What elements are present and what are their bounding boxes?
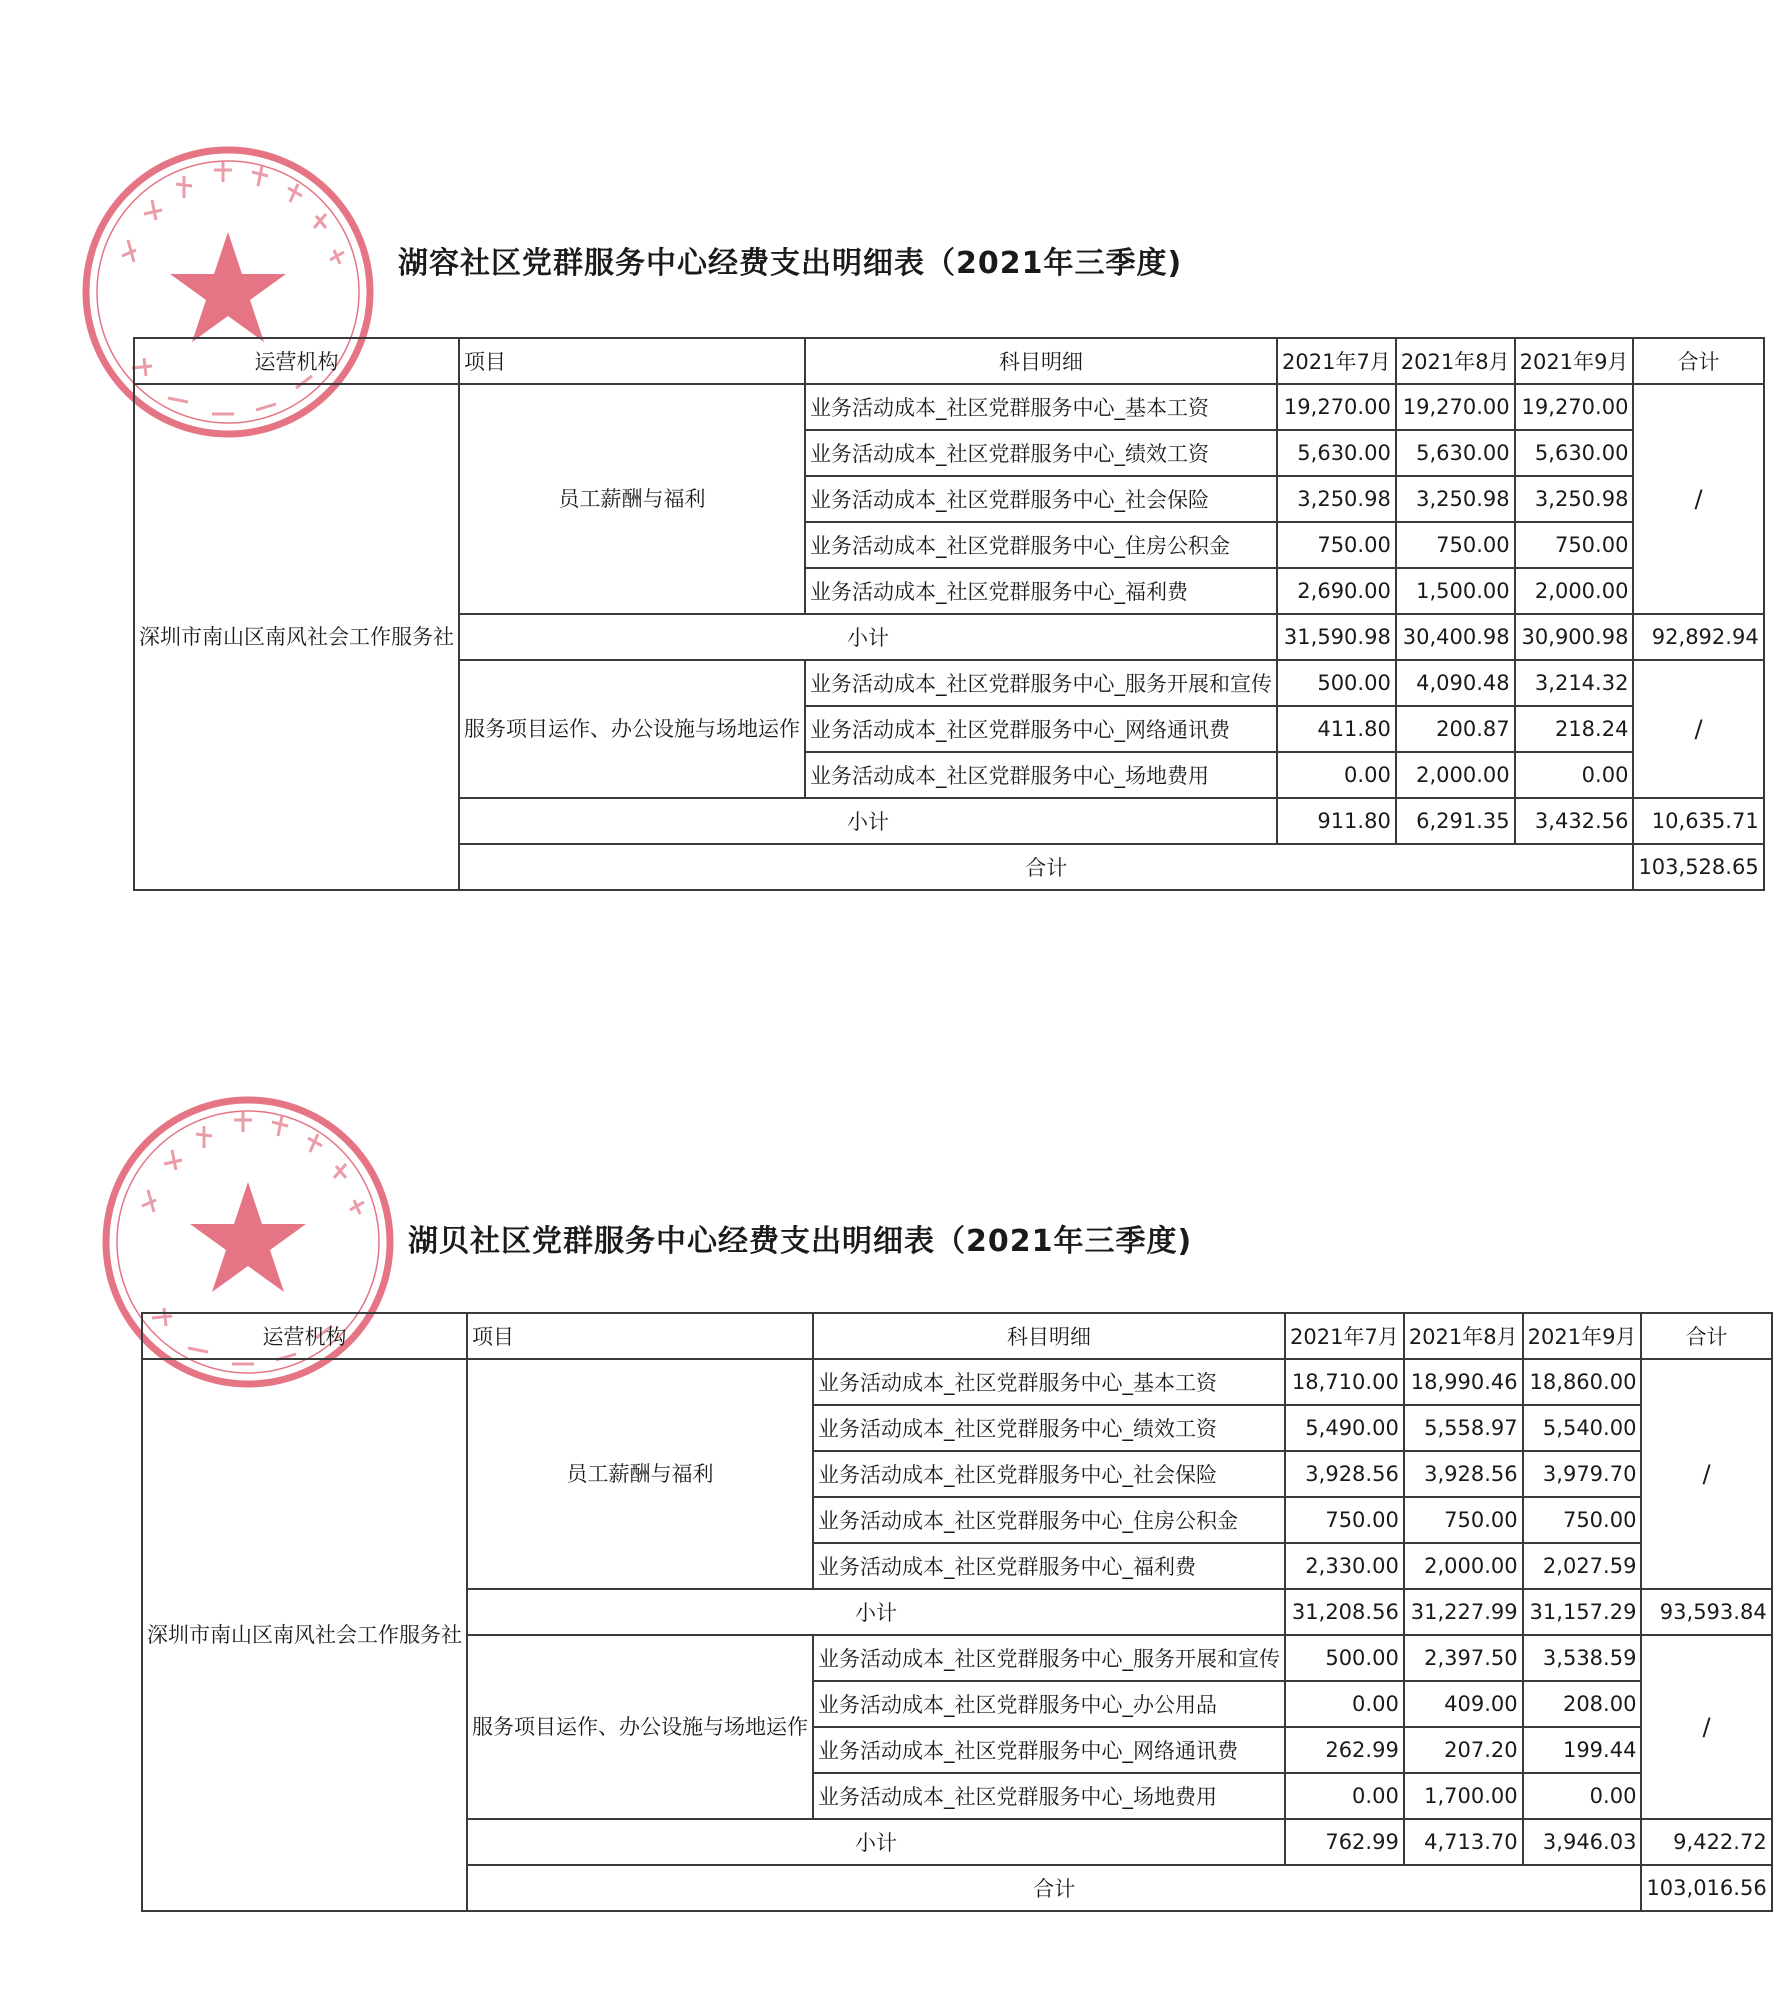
subtotal-label: 小计 — [467, 1589, 1285, 1635]
item-name: 业务活动成本_社区党群服务中心_场地费用 — [813, 1773, 1285, 1819]
item-name: 业务活动成本_社区党群服务中心_福利费 — [813, 1543, 1285, 1589]
value-sep: 208.00 — [1523, 1681, 1642, 1727]
header-org: 运营机构 — [142, 1313, 467, 1359]
subtotal-total: 10,635.71 — [1633, 798, 1763, 844]
category-label: 服务项目运作、办公设施与场地运作 — [467, 1635, 813, 1819]
subtotal-sep: 31,157.29 — [1523, 1589, 1642, 1635]
item-name: 业务活动成本_社区党群服务中心_绩效工资 — [813, 1405, 1285, 1451]
value-sep: 750.00 — [1515, 522, 1634, 568]
subtotal-label: 小计 — [467, 1819, 1285, 1865]
header-jul: 2021年7月 — [1285, 1313, 1404, 1359]
subtotal-aug: 30,400.98 — [1396, 614, 1515, 660]
value-jul: 5,630.00 — [1277, 430, 1396, 476]
table-title: 湖容社区党群服务中心经费支出明细表（2021年三季度) — [398, 246, 1183, 281]
item-name: 业务活动成本_社区党群服务中心_基本工资 — [813, 1359, 1285, 1405]
value-sep: 0.00 — [1515, 752, 1634, 798]
value-aug: 409.00 — [1404, 1681, 1523, 1727]
value-aug: 5,630.00 — [1396, 430, 1515, 476]
item-name: 业务活动成本_社区党群服务中心_基本工资 — [805, 384, 1277, 430]
subtotal-jul: 911.80 — [1277, 798, 1396, 844]
header-total: 合计 — [1641, 1313, 1771, 1359]
value-sep: 5,540.00 — [1523, 1405, 1642, 1451]
value-jul: 500.00 — [1277, 660, 1396, 706]
value-jul: 5,490.00 — [1285, 1405, 1404, 1451]
value-aug: 19,270.00 — [1396, 384, 1515, 430]
total-mark: / — [1633, 384, 1763, 614]
table-title: 湖贝社区党群服务中心经费支出明细表（2021年三季度) — [408, 1224, 1193, 1259]
value-jul: 3,250.98 — [1277, 476, 1396, 522]
header-sep: 2021年9月 — [1523, 1313, 1642, 1359]
grand-total-value: 103,528.65 — [1633, 844, 1763, 890]
item-name: 业务活动成本_社区党群服务中心_网络通讯费 — [805, 706, 1277, 752]
value-sep: 0.00 — [1523, 1773, 1642, 1819]
value-sep: 18,860.00 — [1523, 1359, 1642, 1405]
value-jul: 18,710.00 — [1285, 1359, 1404, 1405]
value-jul: 262.99 — [1285, 1727, 1404, 1773]
subtotal-aug: 4,713.70 — [1404, 1819, 1523, 1865]
header-jul: 2021年7月 — [1277, 338, 1396, 384]
total-mark: / — [1641, 1635, 1771, 1819]
value-sep: 3,979.70 — [1523, 1451, 1642, 1497]
value-sep: 3,538.59 — [1523, 1635, 1642, 1681]
subtotal-total: 9,422.72 — [1641, 1819, 1771, 1865]
item-name: 业务活动成本_社区党群服务中心_服务开展和宣传 — [805, 660, 1277, 706]
item-name: 业务活动成本_社区党群服务中心_网络通讯费 — [813, 1727, 1285, 1773]
item-name: 业务活动成本_社区党群服务中心_社会保险 — [805, 476, 1277, 522]
item-name: 业务活动成本_社区党群服务中心_社会保险 — [813, 1451, 1285, 1497]
value-jul: 500.00 — [1285, 1635, 1404, 1681]
value-sep: 3,214.32 — [1515, 660, 1634, 706]
value-aug: 4,090.48 — [1396, 660, 1515, 706]
value-aug: 750.00 — [1396, 522, 1515, 568]
value-sep: 19,270.00 — [1515, 384, 1634, 430]
subtotal-aug: 31,227.99 — [1404, 1589, 1523, 1635]
value-jul: 2,690.00 — [1277, 568, 1396, 614]
item-name: 业务活动成本_社区党群服务中心_住房公积金 — [805, 522, 1277, 568]
subtotal-total: 92,892.94 — [1633, 614, 1763, 660]
table-row — [142, 1359, 1772, 1405]
value-aug: 750.00 — [1404, 1497, 1523, 1543]
value-jul: 0.00 — [1285, 1681, 1404, 1727]
grand-total-value: 103,016.56 — [1641, 1865, 1771, 1911]
value-jul: 0.00 — [1277, 752, 1396, 798]
item-name: 业务活动成本_社区党群服务中心_绩效工资 — [805, 430, 1277, 476]
subtotal-total: 93,593.84 — [1641, 1589, 1771, 1635]
header-project: 项目 — [459, 338, 805, 384]
table-row — [134, 384, 1764, 430]
header-detail: 科目明细 — [813, 1313, 1285, 1359]
subtotal-sep: 3,432.56 — [1515, 798, 1634, 844]
value-sep: 199.44 — [1523, 1727, 1642, 1773]
header-org: 运营机构 — [134, 338, 459, 384]
header-detail: 科目明细 — [805, 338, 1277, 384]
category-label: 员工薪酬与福利 — [467, 1359, 813, 1589]
value-sep: 750.00 — [1523, 1497, 1642, 1543]
item-name: 业务活动成本_社区党群服务中心_福利费 — [805, 568, 1277, 614]
value-aug: 18,990.46 — [1404, 1359, 1523, 1405]
value-sep: 3,250.98 — [1515, 476, 1634, 522]
org-name: 深圳市南山区南风社会工作服务社 — [142, 1359, 467, 1911]
subtotal-label: 小计 — [459, 798, 1277, 844]
item-name: 业务活动成本_社区党群服务中心_办公用品 — [813, 1681, 1285, 1727]
value-sep: 218.24 — [1515, 706, 1634, 752]
value-aug: 2,397.50 — [1404, 1635, 1523, 1681]
total-mark: / — [1633, 660, 1763, 798]
value-aug: 3,928.56 — [1404, 1451, 1523, 1497]
value-aug: 200.87 — [1396, 706, 1515, 752]
category-label: 服务项目运作、办公设施与场地运作 — [459, 660, 805, 798]
value-aug: 207.20 — [1404, 1727, 1523, 1773]
value-aug: 2,000.00 — [1404, 1543, 1523, 1589]
value-jul: 19,270.00 — [1277, 384, 1396, 430]
item-name: 业务活动成本_社区党群服务中心_场地费用 — [805, 752, 1277, 798]
value-aug: 1,500.00 — [1396, 568, 1515, 614]
header-aug: 2021年8月 — [1404, 1313, 1523, 1359]
value-aug: 2,000.00 — [1396, 752, 1515, 798]
org-name: 深圳市南山区南风社会工作服务社 — [134, 384, 459, 890]
subtotal-sep: 30,900.98 — [1515, 614, 1634, 660]
header-sep: 2021年9月 — [1515, 338, 1634, 384]
value-jul: 2,330.00 — [1285, 1543, 1404, 1589]
grand-total-label: 合计 — [467, 1865, 1641, 1911]
grand-total-label: 合计 — [459, 844, 1633, 890]
value-aug: 1,700.00 — [1404, 1773, 1523, 1819]
subtotal-jul: 762.99 — [1285, 1819, 1404, 1865]
value-aug: 3,250.98 — [1396, 476, 1515, 522]
subtotal-aug: 6,291.35 — [1396, 798, 1515, 844]
value-sep: 2,027.59 — [1523, 1543, 1642, 1589]
expense-table — [133, 337, 1765, 891]
expense-table — [141, 1312, 1773, 1912]
value-jul: 411.80 — [1277, 706, 1396, 752]
category-label: 员工薪酬与福利 — [459, 384, 805, 614]
header-project: 项目 — [467, 1313, 813, 1359]
value-sep: 5,630.00 — [1515, 430, 1634, 476]
header-total: 合计 — [1633, 338, 1763, 384]
value-jul: 0.00 — [1285, 1773, 1404, 1819]
total-mark: / — [1641, 1359, 1771, 1589]
subtotal-sep: 3,946.03 — [1523, 1819, 1642, 1865]
value-jul: 750.00 — [1277, 522, 1396, 568]
subtotal-label: 小计 — [459, 614, 1277, 660]
value-sep: 2,000.00 — [1515, 568, 1634, 614]
value-jul: 3,928.56 — [1285, 1451, 1404, 1497]
value-jul: 750.00 — [1285, 1497, 1404, 1543]
subtotal-jul: 31,590.98 — [1277, 614, 1396, 660]
item-name: 业务活动成本_社区党群服务中心_服务开展和宣传 — [813, 1635, 1285, 1681]
header-aug: 2021年8月 — [1396, 338, 1515, 384]
value-aug: 5,558.97 — [1404, 1405, 1523, 1451]
item-name: 业务活动成本_社区党群服务中心_住房公积金 — [813, 1497, 1285, 1543]
subtotal-jul: 31,208.56 — [1285, 1589, 1404, 1635]
